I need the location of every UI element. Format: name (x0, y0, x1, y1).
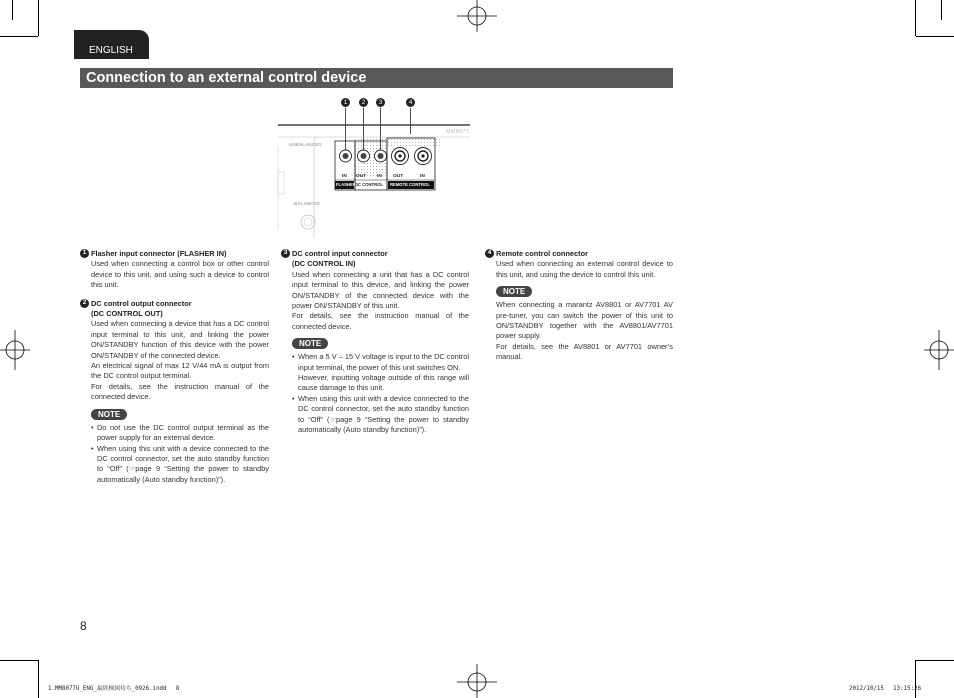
model-label: MM8077 (446, 129, 470, 135)
language-tab (74, 30, 149, 59)
item-3-heading (281, 249, 469, 259)
item-number: 1 (80, 249, 89, 258)
item-4-title: Remote control connector (496, 249, 588, 258)
column-2 (281, 249, 469, 436)
note-text: For details, see the AV8801 or AV7701 owner’s manual. (496, 341, 673, 362)
note-item: • When a 5 V – 15 V voltage is input to the DC control input terminal, the power of this unit switches ON. (292, 352, 469, 372)
registration-mark (0, 330, 30, 370)
crop-mark (916, 660, 954, 661)
note-item: However, inputting voltage outside of this range will cause damage to this unit. (298, 373, 469, 393)
note-badge: NOTE (292, 338, 328, 349)
connector-label-in: IN (377, 174, 382, 179)
crop-mark (941, 0, 942, 20)
crop-mark (915, 660, 916, 698)
footer-file-info: 1.MM8077U_ENG_最終検図待ち_0926.indd 8 (48, 686, 180, 692)
crop-mark (12, 0, 13, 20)
item-number: 2 (80, 299, 89, 308)
registration-mark (457, 664, 497, 698)
diagram-callout-2: 2 (359, 98, 368, 107)
group-label-flasher: FLASHER (336, 182, 356, 187)
note-item: • When using this unit with a device connected to the DC control connector, set the auto standby function to “Off” (☞page 9 “Setting the power to standby automatically (Auto standby function)”). (292, 393, 469, 435)
note-badge: NOTE (91, 409, 127, 420)
item-number: 4 (485, 249, 494, 258)
note-badge: NOTE (496, 286, 532, 297)
item-2-title: DC control output connector (91, 298, 192, 308)
item-2-body: An electrical signal of max 12 V/44 mA is output from the DC control output terminal. (91, 361, 269, 381)
item-1-body: Used when connecting a control box or other control device to this unit, and using such a device to control this unit. (91, 259, 269, 290)
column-1 (80, 249, 269, 485)
note-item: • When using this unit with a device connected to the DC control connector, set the auto standby function to “Off” (☞page 9 “Setting the power to standby automatically (Auto standby function)”). (91, 443, 269, 484)
crop-mark (38, 660, 39, 698)
item-3-subtitle: (DC CONTROL IN) (292, 259, 356, 269)
diagram-callout-1: 1 (341, 98, 350, 107)
language-label: ENGLISH (89, 45, 133, 56)
crop-mark (0, 36, 38, 37)
item-2-body: Used when connecting a device that has a DC control input terminal to this unit, and linking the power ON/STANDBY function of this device with the power ON/STANDBY of the connected device. (91, 319, 269, 360)
item-4-heading (485, 249, 673, 259)
item-3-body: Used when connecting a unit that has a DC control input terminal to this device, and linking the power ON/STANDBY of the connected device with the power ON/STANDBY of this unit. (292, 269, 469, 311)
item-3-body: For details, see the instruction manual of the connected device. (292, 311, 469, 331)
crop-mark (915, 0, 916, 36)
item-number: 3 (281, 249, 290, 258)
connector-label-in: IN (342, 174, 347, 179)
connector-label-in: IN (420, 174, 425, 179)
section-title: Connection to an external control device (80, 68, 673, 88)
crop-mark (0, 660, 38, 661)
balanced-label: BALANCED (294, 201, 320, 206)
crop-mark (916, 36, 954, 37)
crop-mark (38, 0, 39, 36)
registration-mark (924, 330, 954, 370)
page-number: 8 (80, 619, 87, 633)
diagram-callout-4: 4 (406, 98, 415, 107)
item-1-title: Flasher input connector (FLASHER IN) (91, 249, 227, 258)
group-label-dc-control: DC CONTROL (355, 182, 383, 187)
item-1-heading (80, 249, 269, 259)
unbalanced-label: UNBALANCED (289, 142, 322, 147)
group-label-remote-control: REMOTE CONTROL (390, 182, 430, 187)
item-4-body: Used when connecting an external control device to this unit, and using the device to control this unit. (496, 259, 673, 279)
connector-label-out: OUT (356, 174, 367, 179)
rear-panel-diagram (270, 108, 475, 238)
item-3-title: DC control input connector (292, 249, 388, 258)
column-3 (485, 249, 673, 363)
item-2-subtitle: (DC CONTROL OUT) (91, 309, 163, 319)
note-text: When connecting a marantz AV8801 or AV7701 AV pre-tuner, you can switch the power of this unit to ON/STANDBY together with the AV8801/AV7701 power supply. (496, 300, 673, 341)
diagram-callout-3: 3 (376, 98, 385, 107)
note-item: • Do not use the DC control output terminal as the power supply for an external device. (91, 422, 269, 443)
footer-timestamp: 2012/10/15 13:15:26 (849, 686, 922, 692)
item-2-body: For details, see the instruction manual of the connected device. (91, 381, 269, 402)
registration-mark (457, 0, 497, 34)
item-2-heading (80, 299, 269, 309)
connector-label-out: OUT (393, 174, 404, 179)
